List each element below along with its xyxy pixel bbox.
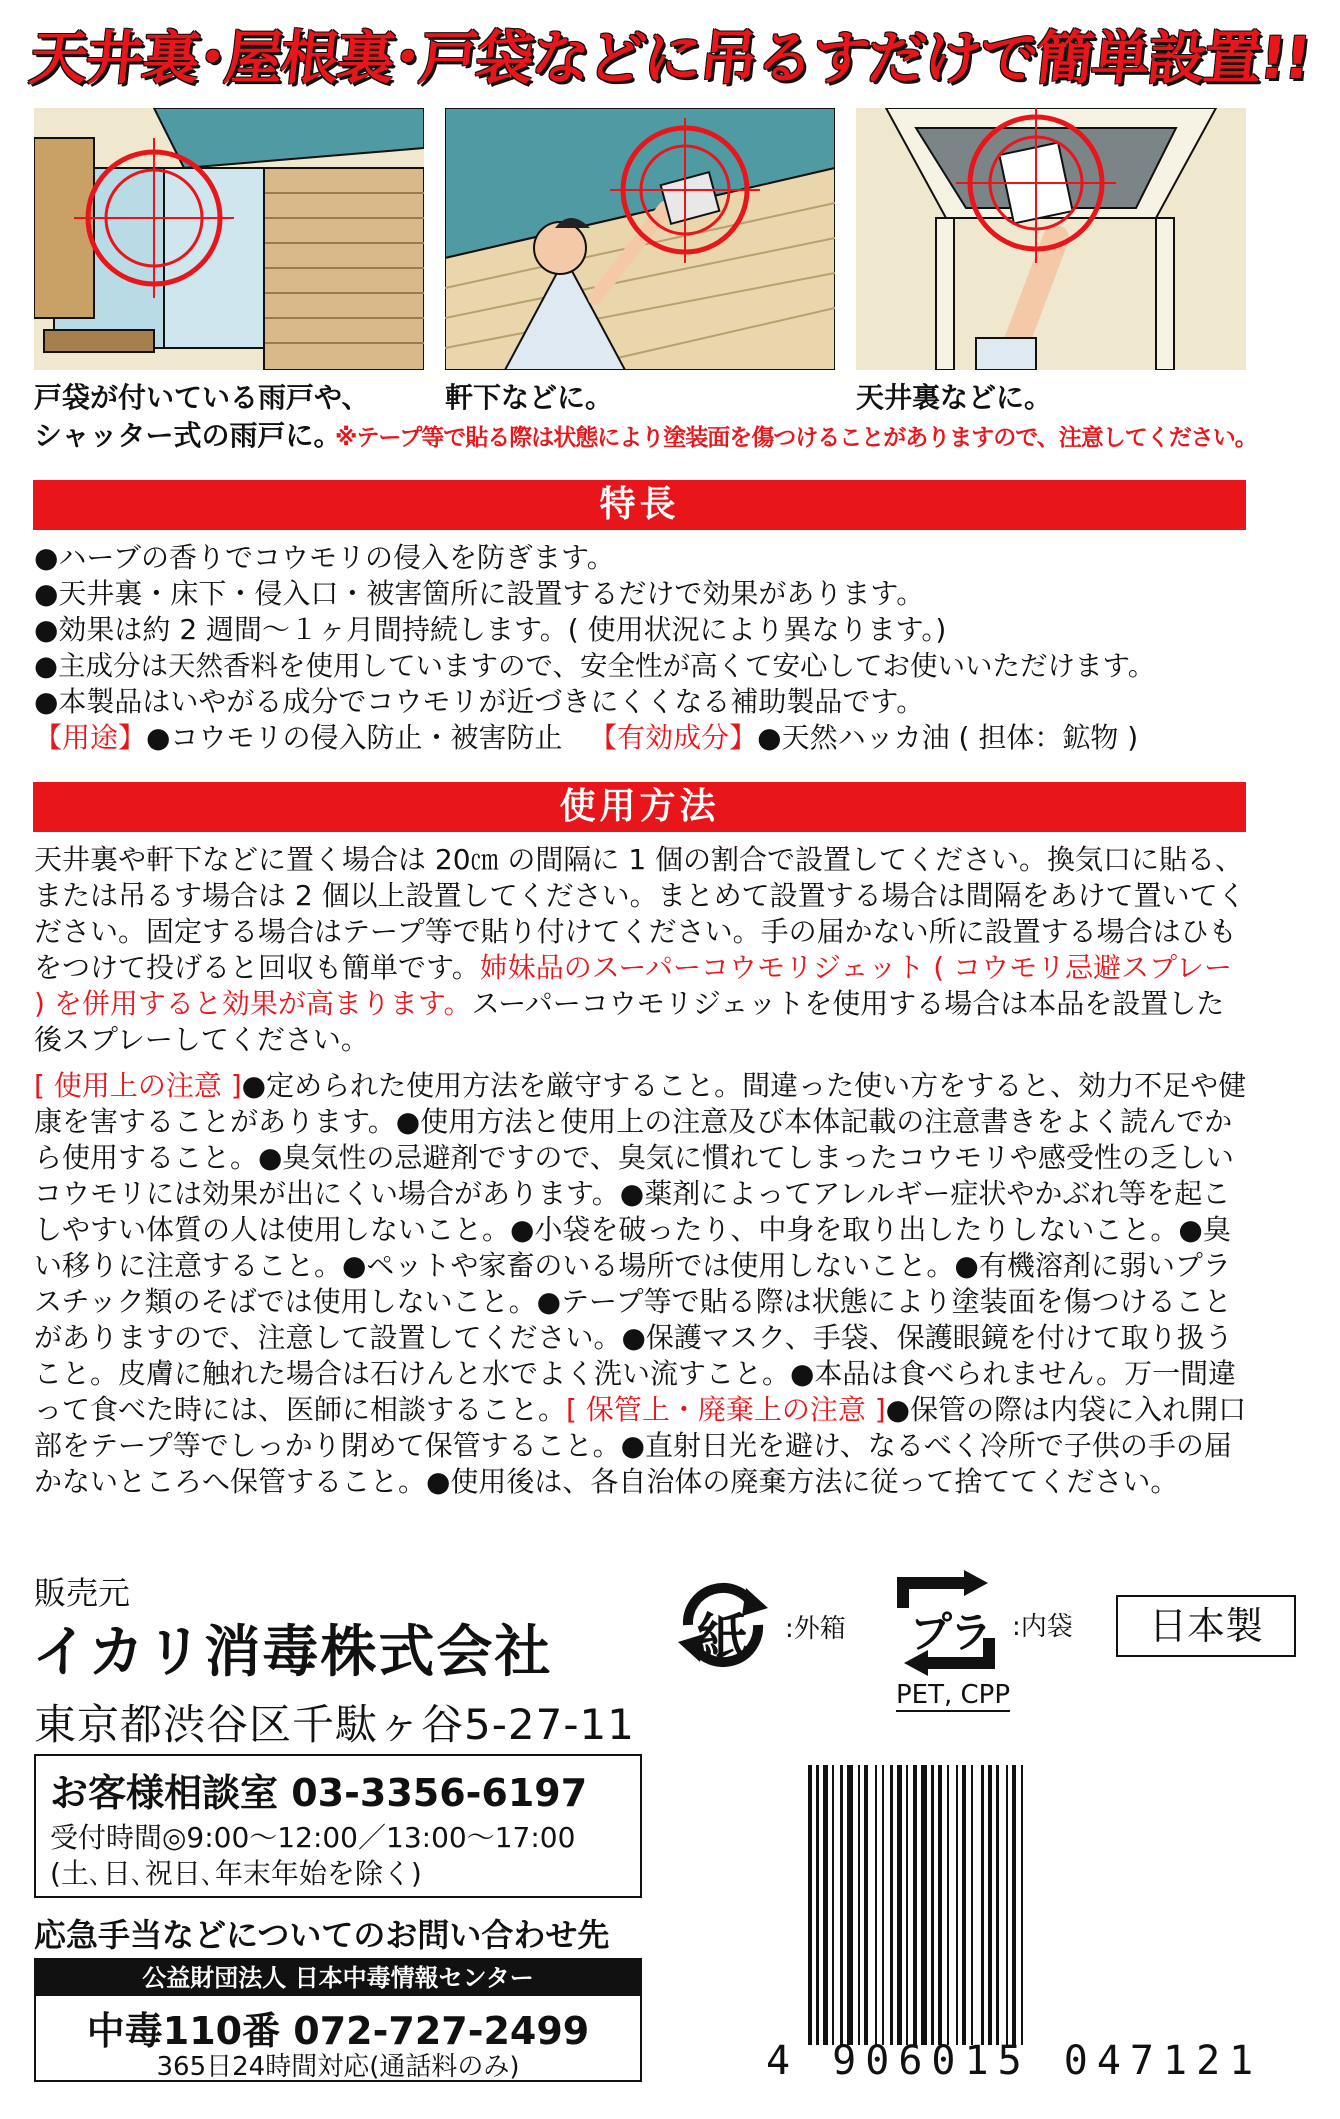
paper-recycle-icon xyxy=(668,1570,778,1680)
plastic-materials: PET, CPP xyxy=(896,1680,1011,1710)
usage-text xyxy=(34,842,1249,1058)
barcode-bar xyxy=(931,1765,934,2045)
barcode-bar xyxy=(847,1765,853,2045)
scene-eaves xyxy=(445,108,835,370)
paper-mark-text: 紙 xyxy=(696,1609,749,1669)
barcode-bar xyxy=(1021,1765,1023,2045)
storage-caution-text: ●保管の際は内袋に入れ開口部をテープ等でしっかり閉めて保管すること。●直射日光を避け、なるべく冷所で子供の手の届かないところへ保管すること。●使用後は、各自治体の廃棄方法に従って捨ててください。 xyxy=(34,1393,1247,1498)
usage-text-spray: スーパーコウモリジェットを使用する場合は本品を設置した後スプレーしてください。 xyxy=(34,987,1225,1056)
caption-warning: ※テープ等で貼る際は状態により塗装面を傷つけることがありますので、注意してください。 xyxy=(335,425,1257,451)
feature-item: ●本製品はいやがる成分でコウモリが近づきにくくなる補助製品です。 xyxy=(34,685,925,718)
made-in-japan-badge: 日本製 xyxy=(1116,1595,1296,1657)
barcode-bar xyxy=(996,1765,999,2045)
poison-center-note: 365日24時間対応(通話料のみ) xyxy=(156,2052,520,2082)
company-address: 東京都渋谷区千駄ヶ谷5-27-11 xyxy=(34,1700,635,1749)
consult-title: お客様相談室 03-3356-6197 xyxy=(50,1771,588,1815)
caption-attic: 天井裏などに。 xyxy=(856,381,1053,414)
barcode xyxy=(808,1765,1180,2045)
barcode-bar xyxy=(971,1765,973,2045)
plastic-mark-label: :内袋 xyxy=(1012,1612,1073,1642)
barcode-bar xyxy=(938,1765,942,2045)
features-heading: 特長 xyxy=(33,480,1246,530)
use-caution-text: ●定められた使用方法を厳守すること。間違った使い方をすると、効力不足や健康を害することがあります。●使用方法と使用上の注意及び本体記載の注意書きをよく読んでから使用すること。●臭気性の忌避剤ですので、臭気に慣れてしまったコウモリや感受性の乏しいコウモリには効果が出にくい場合があります。●薬剤によってアレルギー症状やかぶれ等を起こしやすい体質の人は使用しないこと。●小袋を破ったり、中身を取り出したりしないこと。●臭い移りに注意すること。●ペットや家畜のいる場所では使用しないこと。●有機溶剤に弱いプラスチック類のそばでは使用しないこと。●テープ等で貼る際は状態により塗装面を傷つけることがありますので、注意して設置してください。●保護マスク、手袋、保護眼鏡を付けて取り扱うこと。皮膚に触れた場合は石けんと水でよく洗い流すこと。●本品は食べられません。万一間違って食べた時には、医師に相談すること。 xyxy=(34,1069,1247,1426)
plastic-mark-text: プラ xyxy=(910,1608,991,1657)
scene-attic xyxy=(856,108,1246,370)
usage-text-main: 天井裏や軒下などに置く場合は 20㎝ の間隔に 1 個の割合で設置してください。換気口に貼る、または吊るす場合は 2 個以上設置してください。まとめて設置する場合は間隔をあけて置いてください。固定する場合はテープ等で貼り付けてください。手の届かない所に設置する場合はひもをつけて投げると回収も簡単です。 xyxy=(34,843,1246,984)
barcode-bar xyxy=(988,1765,992,2045)
feature-item: ●効果は約 2 週間～１ヶ月間持続します。( 使用状況により異なります。) xyxy=(34,613,947,646)
use-label: 【用途】 xyxy=(34,721,147,754)
barcode-bar xyxy=(864,1765,868,2045)
poison-center-phone: 中毒110番 072-727-2499 xyxy=(86,2009,590,2053)
scene-storm-door xyxy=(34,108,424,370)
barcode-bar xyxy=(906,1765,908,2045)
cautions-text xyxy=(34,1068,1249,1500)
barcode-bar xyxy=(913,1765,917,2045)
barcode-bar xyxy=(875,1765,877,2045)
barcode-bar xyxy=(897,1765,902,2045)
barcode-bar xyxy=(1006,1765,1008,2045)
plastic-recycle-icon xyxy=(888,1568,1004,1678)
barcode-bar xyxy=(882,1765,884,2045)
poison-center-org: 公益財団法人 日本中毒情報センター xyxy=(36,1960,640,1996)
usage-text-sister-product: 姉妹品のスーパーコウモリジェット ( コウモリ忌避スプレー ) を併用すると効果が高まります。 xyxy=(34,951,1233,1020)
consult-hours: 受付時間◎9:00～12:00／13:00～17:00 xyxy=(50,1821,576,1854)
barcode-bar xyxy=(823,1765,828,2045)
use-text: ●コウモリの侵入防止・被害防止 xyxy=(146,721,563,754)
feature-use-line xyxy=(34,720,1138,756)
consult-closed-days: (土､日､祝日､年末年始を除く) xyxy=(50,1857,422,1890)
storage-caution-label: [ 保管上・廃棄上の注意 ] xyxy=(566,1393,886,1426)
barcode-bar xyxy=(1012,1765,1016,2045)
barcode-bar xyxy=(816,1765,819,2045)
seller-label: 販売元 xyxy=(34,1574,131,1612)
barcode-bar xyxy=(947,1765,949,2045)
header-banner: 天井裏･屋根裏･戸袋などに吊るすだけで簡単設置!! xyxy=(26,24,1313,92)
barcode-bar xyxy=(921,1765,927,2045)
feature-item: ●ハーブの香りでコウモリの侵入を防ぎます。 xyxy=(34,541,615,574)
barcode-bar xyxy=(962,1765,966,2045)
barcode-bar xyxy=(840,1765,843,2045)
barcode-bar xyxy=(890,1765,893,2045)
feature-item: ●主成分は天然香料を使用していますので、安全性が高くて安心してお使いいただけます。 xyxy=(34,650,1156,682)
company-name: イカリ消毒株式会社 xyxy=(32,1620,553,1685)
barcode-bar xyxy=(808,1765,812,2045)
ingredient-text: ●天然ハッカ油 ( 担体：鉱物 ) xyxy=(757,721,1139,754)
use-caution-label: [ 使用上の注意 ] xyxy=(34,1069,242,1102)
ingredient-label: 【有効成分】 xyxy=(589,721,758,754)
emergency-contact-title: 応急手当などについてのお問い合わせ先 xyxy=(34,1916,610,1954)
poison-center-box xyxy=(34,1958,642,2082)
caption-storm-door-line1: 戸袋が付いている雨戸や、 xyxy=(34,381,370,414)
paper-mark-label: :外箱 xyxy=(785,1614,846,1644)
usage-heading: 使用方法 xyxy=(33,782,1246,832)
customer-consult-box xyxy=(34,1754,642,1898)
barcode-bar xyxy=(956,1765,958,2045)
barcode-bar xyxy=(858,1765,860,2045)
feature-item: ●天井裏・床下・侵入口・被害箇所に設置するだけで効果があります。 xyxy=(34,577,925,610)
barcode-bar xyxy=(981,1765,984,2045)
barcode-digits: 4 906015 047121 xyxy=(766,2038,1263,2084)
caption-eaves: 軒下などに。 xyxy=(445,381,614,414)
barcode-bar xyxy=(832,1765,834,2045)
caption-storm-door-line2: シャッター式の雨戸に。 xyxy=(34,419,342,452)
